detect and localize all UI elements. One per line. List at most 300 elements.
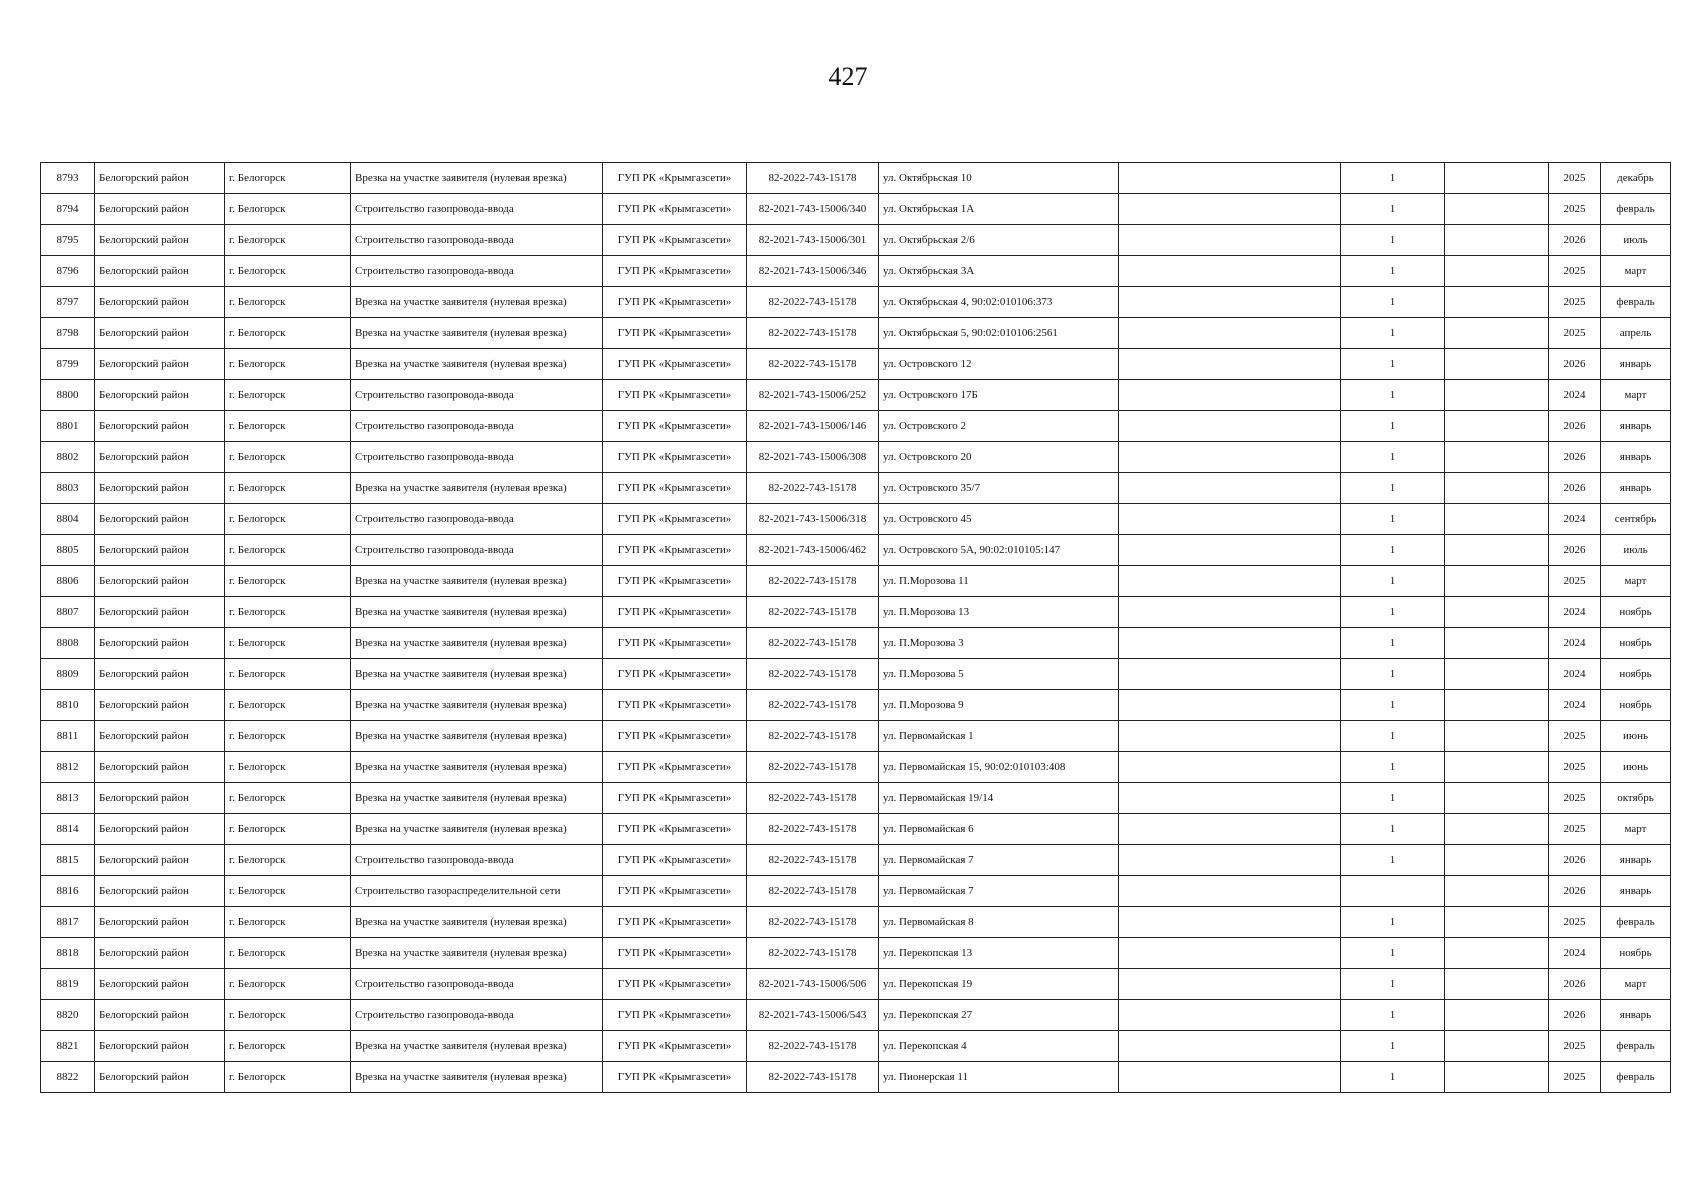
extra2-cell [1445, 566, 1549, 597]
row-number-cell: 8818 [41, 938, 95, 969]
row-number-cell: 8819 [41, 969, 95, 1000]
row-number-cell: 8801 [41, 411, 95, 442]
year-cell: 2026 [1549, 473, 1601, 504]
month-cell: март [1601, 566, 1671, 597]
address-cell: ул. Первомайская 15, 90:02:010103:408 [879, 752, 1119, 783]
quantity-cell: 1 [1341, 721, 1445, 752]
extra2-cell [1445, 535, 1549, 566]
extra-cell [1119, 876, 1341, 907]
month-cell: январь [1601, 876, 1671, 907]
table-row [41, 411, 1671, 442]
organization-cell: ГУП РК «Крымгазсети» [603, 659, 747, 690]
city-cell: г. Белогорск [225, 845, 351, 876]
organization-cell: ГУП РК «Крымгазсети» [603, 442, 747, 473]
table-row [41, 845, 1671, 876]
city-cell: г. Белогорск [225, 411, 351, 442]
work-type-cell: Врезка на участке заявителя (нулевая врезка) [351, 721, 603, 752]
work-type-cell: Строительство газопровода-ввода [351, 845, 603, 876]
month-cell: январь [1601, 1000, 1671, 1031]
year-cell: 2024 [1549, 597, 1601, 628]
organization-cell: ГУП РК «Крымгазсети» [603, 969, 747, 1000]
organization-cell: ГУП РК «Крымгазсети» [603, 411, 747, 442]
month-cell: март [1601, 814, 1671, 845]
address-cell: ул. Октябрьская 3А [879, 256, 1119, 287]
table-body [41, 163, 1671, 1093]
work-type-cell: Врезка на участке заявителя (нулевая врезка) [351, 318, 603, 349]
city-cell: г. Белогорск [225, 256, 351, 287]
row-number-cell: 8811 [41, 721, 95, 752]
district-cell: Белогорский район [95, 349, 225, 380]
quantity-cell: 1 [1341, 628, 1445, 659]
row-number-cell: 8817 [41, 907, 95, 938]
address-cell: ул. Первомайская 19/14 [879, 783, 1119, 814]
city-cell: г. Белогорск [225, 752, 351, 783]
work-type-cell: Врезка на участке заявителя (нулевая врезка) [351, 566, 603, 597]
address-cell: ул. Островского 17Б [879, 380, 1119, 411]
month-cell: ноябрь [1601, 659, 1671, 690]
quantity-cell: 1 [1341, 225, 1445, 256]
table-row [41, 876, 1671, 907]
extra-cell [1119, 566, 1341, 597]
city-cell: г. Белогорск [225, 535, 351, 566]
organization-cell: ГУП РК «Крымгазсети» [603, 287, 747, 318]
row-number-cell: 8821 [41, 1031, 95, 1062]
city-cell: г. Белогорск [225, 721, 351, 752]
district-cell: Белогорский район [95, 287, 225, 318]
row-number-cell: 8800 [41, 380, 95, 411]
organization-cell: ГУП РК «Крымгазсети» [603, 473, 747, 504]
table-row [41, 504, 1671, 535]
month-cell: ноябрь [1601, 628, 1671, 659]
city-cell: г. Белогорск [225, 473, 351, 504]
extra2-cell [1445, 783, 1549, 814]
month-cell: июнь [1601, 721, 1671, 752]
table-row [41, 256, 1671, 287]
extra2-cell [1445, 969, 1549, 1000]
document-number-cell: 82-2022-743-15178 [747, 628, 879, 659]
year-cell: 2025 [1549, 814, 1601, 845]
city-cell: г. Белогорск [225, 380, 351, 411]
row-number-cell: 8804 [41, 504, 95, 535]
district-cell: Белогорский район [95, 938, 225, 969]
month-cell: июль [1601, 535, 1671, 566]
city-cell: г. Белогорск [225, 318, 351, 349]
city-cell: г. Белогорск [225, 597, 351, 628]
table-row [41, 535, 1671, 566]
quantity-cell: 1 [1341, 349, 1445, 380]
document-number-cell: 82-2021-743-15006/543 [747, 1000, 879, 1031]
extra2-cell [1445, 814, 1549, 845]
work-type-cell: Врезка на участке заявителя (нулевая врезка) [351, 907, 603, 938]
document-number-cell: 82-2022-743-15178 [747, 566, 879, 597]
document-number-cell: 82-2022-743-15178 [747, 287, 879, 318]
document-number-cell: 82-2022-743-15178 [747, 659, 879, 690]
organization-cell: ГУП РК «Крымгазсети» [603, 225, 747, 256]
extra2-cell [1445, 938, 1549, 969]
month-cell: январь [1601, 473, 1671, 504]
extra-cell [1119, 473, 1341, 504]
extra-cell [1119, 318, 1341, 349]
city-cell: г. Белогорск [225, 442, 351, 473]
address-cell: ул. Перекопская 13 [879, 938, 1119, 969]
row-number-cell: 8808 [41, 628, 95, 659]
table-row [41, 473, 1671, 504]
table-row [41, 163, 1671, 194]
quantity-cell: 1 [1341, 256, 1445, 287]
document-number-cell: 82-2022-743-15178 [747, 845, 879, 876]
table-row [41, 566, 1671, 597]
address-cell: ул. Островского 45 [879, 504, 1119, 535]
month-cell: февраль [1601, 907, 1671, 938]
extra-cell [1119, 442, 1341, 473]
month-cell: июль [1601, 225, 1671, 256]
district-cell: Белогорский район [95, 752, 225, 783]
address-cell: ул. П.Морозова 11 [879, 566, 1119, 597]
extra2-cell [1445, 504, 1549, 535]
city-cell: г. Белогорск [225, 194, 351, 225]
row-number-cell: 8812 [41, 752, 95, 783]
quantity-cell: 1 [1341, 411, 1445, 442]
extra2-cell [1445, 442, 1549, 473]
quantity-cell: 1 [1341, 1031, 1445, 1062]
table-row [41, 783, 1671, 814]
quantity-cell: 1 [1341, 287, 1445, 318]
document-number-cell: 82-2021-743-15006/308 [747, 442, 879, 473]
work-type-cell: Строительство газопровода-ввода [351, 504, 603, 535]
organization-cell: ГУП РК «Крымгазсети» [603, 318, 747, 349]
document-number-cell: 82-2022-743-15178 [747, 318, 879, 349]
extra-cell [1119, 752, 1341, 783]
district-cell: Белогорский район [95, 318, 225, 349]
organization-cell: ГУП РК «Крымгазсети» [603, 1031, 747, 1062]
document-number-cell: 82-2022-743-15178 [747, 473, 879, 504]
extra2-cell [1445, 845, 1549, 876]
extra2-cell [1445, 721, 1549, 752]
extra2-cell [1445, 752, 1549, 783]
organization-cell: ГУП РК «Крымгазсети» [603, 628, 747, 659]
extra2-cell [1445, 1062, 1549, 1093]
year-cell: 2024 [1549, 659, 1601, 690]
district-cell: Белогорский район [95, 225, 225, 256]
document-number-cell: 82-2022-743-15178 [747, 690, 879, 721]
month-cell: апрель [1601, 318, 1671, 349]
extra2-cell [1445, 380, 1549, 411]
address-cell: ул. П.Морозова 9 [879, 690, 1119, 721]
quantity-cell: 1 [1341, 1062, 1445, 1093]
extra2-cell [1445, 256, 1549, 287]
quantity-cell: 1 [1341, 535, 1445, 566]
table-row [41, 969, 1671, 1000]
organization-cell: ГУП РК «Крымгазсети» [603, 690, 747, 721]
document-number-cell: 82-2022-743-15178 [747, 907, 879, 938]
district-cell: Белогорский район [95, 473, 225, 504]
document-number-cell: 82-2021-743-15006/318 [747, 504, 879, 535]
extra-cell [1119, 535, 1341, 566]
work-type-cell: Врезка на участке заявителя (нулевая врезка) [351, 349, 603, 380]
document-number-cell: 82-2021-743-15006/146 [747, 411, 879, 442]
extra-cell [1119, 1062, 1341, 1093]
document-number-cell: 82-2021-743-15006/301 [747, 225, 879, 256]
organization-cell: ГУП РК «Крымгазсети» [603, 1000, 747, 1031]
row-number-cell: 8820 [41, 1000, 95, 1031]
quantity-cell: 1 [1341, 163, 1445, 194]
year-cell: 2026 [1549, 845, 1601, 876]
month-cell: январь [1601, 845, 1671, 876]
extra-cell [1119, 659, 1341, 690]
extra2-cell [1445, 194, 1549, 225]
city-cell: г. Белогорск [225, 690, 351, 721]
organization-cell: ГУП РК «Крымгазсети» [603, 752, 747, 783]
extra-cell [1119, 690, 1341, 721]
extra-cell [1119, 783, 1341, 814]
registry-table [40, 162, 1671, 1093]
row-number-cell: 8802 [41, 442, 95, 473]
quantity-cell: 1 [1341, 907, 1445, 938]
quantity-cell: 1 [1341, 473, 1445, 504]
address-cell: ул. Островского 20 [879, 442, 1119, 473]
city-cell: г. Белогорск [225, 1062, 351, 1093]
extra-cell [1119, 194, 1341, 225]
work-type-cell: Врезка на участке заявителя (нулевая врезка) [351, 597, 603, 628]
table-row [41, 194, 1671, 225]
document-number-cell: 82-2022-743-15178 [747, 1031, 879, 1062]
table-row [41, 318, 1671, 349]
month-cell: февраль [1601, 194, 1671, 225]
address-cell: ул. Пионерская 11 [879, 1062, 1119, 1093]
extra2-cell [1445, 225, 1549, 256]
city-cell: г. Белогорск [225, 287, 351, 318]
organization-cell: ГУП РК «Крымгазсети» [603, 597, 747, 628]
table-row [41, 659, 1671, 690]
document-number-cell: 82-2022-743-15178 [747, 163, 879, 194]
year-cell: 2025 [1549, 907, 1601, 938]
extra-cell [1119, 163, 1341, 194]
extra-cell [1119, 504, 1341, 535]
district-cell: Белогорский район [95, 411, 225, 442]
table-row [41, 628, 1671, 659]
work-type-cell: Строительство газопровода-ввода [351, 256, 603, 287]
month-cell: январь [1601, 349, 1671, 380]
organization-cell: ГУП РК «Крымгазсети» [603, 504, 747, 535]
district-cell: Белогорский район [95, 256, 225, 287]
table-row [41, 1000, 1671, 1031]
organization-cell: ГУП РК «Крымгазсети» [603, 380, 747, 411]
work-type-cell: Врезка на участке заявителя (нулевая врезка) [351, 938, 603, 969]
quantity-cell: 1 [1341, 597, 1445, 628]
month-cell: март [1601, 969, 1671, 1000]
district-cell: Белогорский район [95, 535, 225, 566]
city-cell: г. Белогорск [225, 814, 351, 845]
extra2-cell [1445, 473, 1549, 504]
district-cell: Белогорский район [95, 442, 225, 473]
quantity-cell: 1 [1341, 194, 1445, 225]
extra-cell [1119, 1000, 1341, 1031]
district-cell: Белогорский район [95, 194, 225, 225]
city-cell: г. Белогорск [225, 659, 351, 690]
year-cell: 2025 [1549, 752, 1601, 783]
table-row [41, 225, 1671, 256]
work-type-cell: Строительство газопровода-ввода [351, 411, 603, 442]
extra-cell [1119, 287, 1341, 318]
city-cell: г. Белогорск [225, 225, 351, 256]
district-cell: Белогорский район [95, 628, 225, 659]
city-cell: г. Белогорск [225, 876, 351, 907]
address-cell: ул. Октябрьская 2/6 [879, 225, 1119, 256]
month-cell: март [1601, 380, 1671, 411]
row-number-cell: 8797 [41, 287, 95, 318]
year-cell: 2024 [1549, 690, 1601, 721]
work-type-cell: Врезка на участке заявителя (нулевая врезка) [351, 814, 603, 845]
table-row [41, 597, 1671, 628]
work-type-cell: Строительство газопровода-ввода [351, 442, 603, 473]
year-cell: 2024 [1549, 504, 1601, 535]
year-cell: 2026 [1549, 411, 1601, 442]
row-number-cell: 8809 [41, 659, 95, 690]
extra-cell [1119, 225, 1341, 256]
document-number-cell: 82-2021-743-15006/340 [747, 194, 879, 225]
quantity-cell: 1 [1341, 504, 1445, 535]
work-type-cell: Врезка на участке заявителя (нулевая врезка) [351, 1031, 603, 1062]
extra-cell [1119, 411, 1341, 442]
quantity-cell: 1 [1341, 938, 1445, 969]
work-type-cell: Врезка на участке заявителя (нулевая врезка) [351, 783, 603, 814]
year-cell: 2026 [1549, 969, 1601, 1000]
document-number-cell: 82-2021-743-15006/462 [747, 535, 879, 566]
work-type-cell: Врезка на участке заявителя (нулевая врезка) [351, 163, 603, 194]
year-cell: 2025 [1549, 163, 1601, 194]
extra2-cell [1445, 597, 1549, 628]
extra-cell [1119, 628, 1341, 659]
extra2-cell [1445, 628, 1549, 659]
table-row [41, 1031, 1671, 1062]
month-cell: октябрь [1601, 783, 1671, 814]
year-cell: 2024 [1549, 628, 1601, 659]
city-cell: г. Белогорск [225, 907, 351, 938]
city-cell: г. Белогорск [225, 969, 351, 1000]
month-cell: февраль [1601, 1062, 1671, 1093]
extra-cell [1119, 256, 1341, 287]
month-cell: ноябрь [1601, 597, 1671, 628]
organization-cell: ГУП РК «Крымгазсети» [603, 566, 747, 597]
district-cell: Белогорский район [95, 566, 225, 597]
district-cell: Белогорский район [95, 969, 225, 1000]
year-cell: 2024 [1549, 380, 1601, 411]
district-cell: Белогорский район [95, 380, 225, 411]
quantity-cell: 1 [1341, 969, 1445, 1000]
extra2-cell [1445, 907, 1549, 938]
table-row [41, 442, 1671, 473]
year-cell: 2025 [1549, 256, 1601, 287]
address-cell: ул. П.Морозова 3 [879, 628, 1119, 659]
table-row [41, 287, 1671, 318]
address-cell: ул. Октябрьская 5, 90:02:010106:2561 [879, 318, 1119, 349]
table-row [41, 1062, 1671, 1093]
extra-cell [1119, 380, 1341, 411]
quantity-cell: 1 [1341, 380, 1445, 411]
extra-cell [1119, 721, 1341, 752]
organization-cell: ГУП РК «Крымгазсети» [603, 907, 747, 938]
quantity-cell: 1 [1341, 1000, 1445, 1031]
work-type-cell: Строительство газопровода-ввода [351, 225, 603, 256]
extra-cell [1119, 597, 1341, 628]
city-cell: г. Белогорск [225, 566, 351, 597]
extra2-cell [1445, 318, 1549, 349]
organization-cell: ГУП РК «Крымгазсети» [603, 814, 747, 845]
district-cell: Белогорский район [95, 163, 225, 194]
organization-cell: ГУП РК «Крымгазсети» [603, 876, 747, 907]
extra2-cell [1445, 659, 1549, 690]
row-number-cell: 8815 [41, 845, 95, 876]
address-cell: ул. Октябрьская 4, 90:02:010106:373 [879, 287, 1119, 318]
row-number-cell: 8794 [41, 194, 95, 225]
table-row [41, 721, 1671, 752]
row-number-cell: 8805 [41, 535, 95, 566]
table-row [41, 752, 1671, 783]
organization-cell: ГУП РК «Крымгазсети» [603, 1062, 747, 1093]
work-type-cell: Строительство газопровода-ввода [351, 1000, 603, 1031]
row-number-cell: 8810 [41, 690, 95, 721]
year-cell: 2026 [1549, 876, 1601, 907]
year-cell: 2025 [1549, 566, 1601, 597]
work-type-cell: Врезка на участке заявителя (нулевая врезка) [351, 659, 603, 690]
quantity-cell [1341, 876, 1445, 907]
organization-cell: ГУП РК «Крымгазсети» [603, 256, 747, 287]
month-cell: ноябрь [1601, 690, 1671, 721]
document-number-cell: 82-2022-743-15178 [747, 721, 879, 752]
quantity-cell: 1 [1341, 318, 1445, 349]
month-cell: февраль [1601, 287, 1671, 318]
month-cell: январь [1601, 411, 1671, 442]
address-cell: ул. Островского 5А, 90:02:010105:147 [879, 535, 1119, 566]
city-cell: г. Белогорск [225, 938, 351, 969]
row-number-cell: 8796 [41, 256, 95, 287]
year-cell: 2026 [1549, 225, 1601, 256]
city-cell: г. Белогорск [225, 1000, 351, 1031]
extra2-cell [1445, 287, 1549, 318]
organization-cell: ГУП РК «Крымгазсети» [603, 938, 747, 969]
row-number-cell: 8807 [41, 597, 95, 628]
work-type-cell: Строительство газопровода-ввода [351, 969, 603, 1000]
extra2-cell [1445, 1031, 1549, 1062]
extra2-cell [1445, 1000, 1549, 1031]
row-number-cell: 8799 [41, 349, 95, 380]
address-cell: ул. П.Морозова 13 [879, 597, 1119, 628]
quantity-cell: 1 [1341, 690, 1445, 721]
year-cell: 2025 [1549, 721, 1601, 752]
extra-cell [1119, 845, 1341, 876]
row-number-cell: 8813 [41, 783, 95, 814]
district-cell: Белогорский район [95, 721, 225, 752]
table-row [41, 380, 1671, 411]
quantity-cell: 1 [1341, 783, 1445, 814]
organization-cell: ГУП РК «Крымгазсети» [603, 845, 747, 876]
organization-cell: ГУП РК «Крымгазсети» [603, 163, 747, 194]
year-cell: 2026 [1549, 535, 1601, 566]
document-number-cell: 82-2022-743-15178 [747, 1062, 879, 1093]
address-cell: ул. Островского 35/7 [879, 473, 1119, 504]
document-number-cell: 82-2021-743-15006/252 [747, 380, 879, 411]
document-number-cell: 82-2022-743-15178 [747, 597, 879, 628]
district-cell: Белогорский район [95, 783, 225, 814]
row-number-cell: 8798 [41, 318, 95, 349]
city-cell: г. Белогорск [225, 628, 351, 659]
document-number-cell: 82-2022-743-15178 [747, 938, 879, 969]
work-type-cell: Врезка на участке заявителя (нулевая врезка) [351, 1062, 603, 1093]
row-number-cell: 8814 [41, 814, 95, 845]
month-cell: декабрь [1601, 163, 1671, 194]
table-row [41, 690, 1671, 721]
district-cell: Белогорский район [95, 1062, 225, 1093]
